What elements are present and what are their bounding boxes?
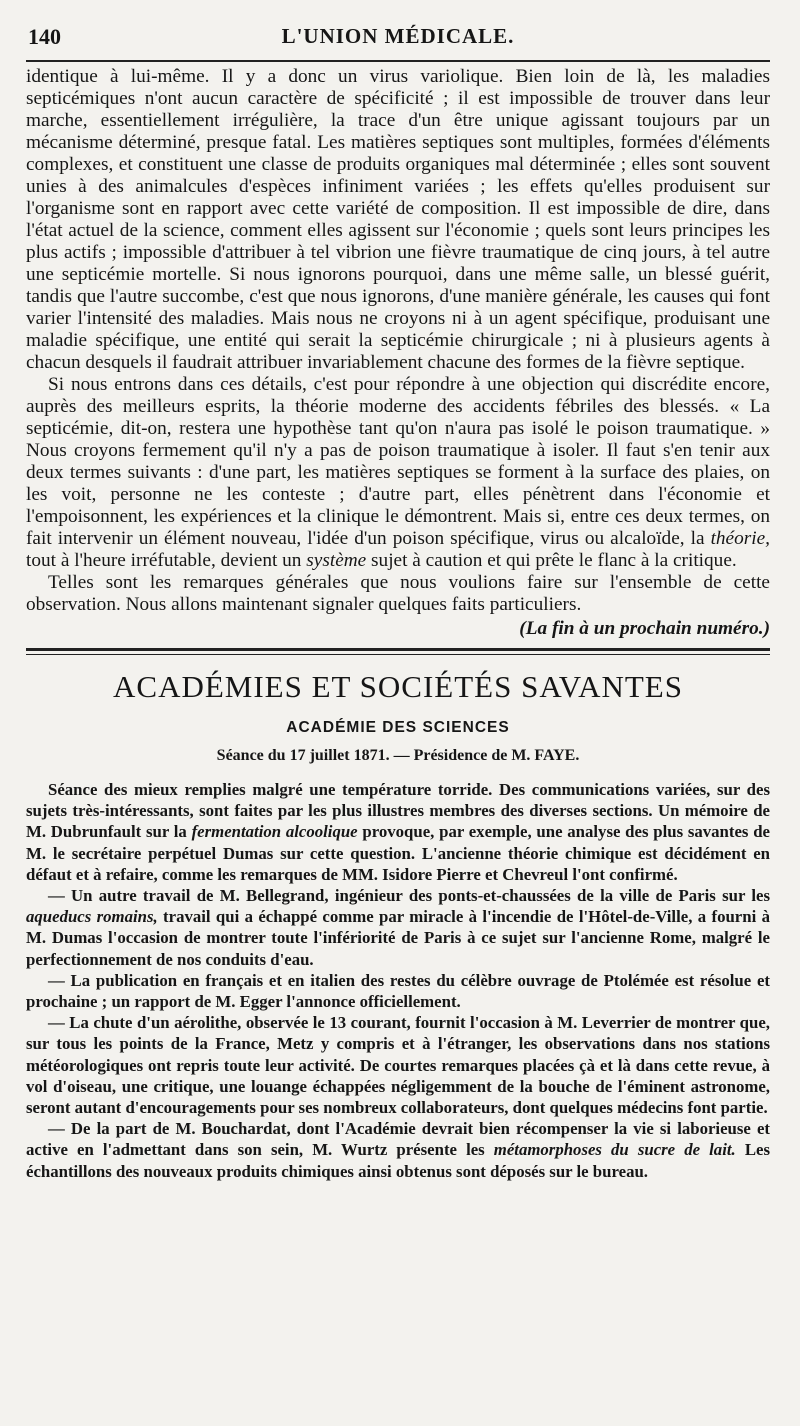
article-continuation	[26, 66, 770, 640]
section-subtitle: ACADÉMIE DES SCIENCES	[286, 719, 510, 736]
page-number: 140	[28, 24, 61, 49]
running-title: L'UNION MÉDICALE.	[281, 24, 515, 48]
section-divider	[26, 648, 770, 655]
session-line: Séance du 17 juillet 1871. — Présidence de M. FAYE.	[216, 747, 580, 764]
paragraph: Telles sont les remarques générales que nous voulions faire sur l'ensemble de cette observation. Nous allons maintenant signaler quelques faits particuliers.	[26, 572, 770, 615]
paragraph: — De la part de M. Bouchardat, dont l'Académie devrait bien récompenser la vie si laborieuse et active en l'admettant dans son sein, M. Wurtz présente les métamorphoses du sucre de lait. Les échantillons des nouveaux produits chimiques ainsi obtenus sont déposés sur le bureau.	[26, 1119, 770, 1181]
session-report	[26, 779, 770, 1182]
section-title: ACADÉMIES ET SOCIÉTÉS SAVANTES	[113, 669, 683, 704]
paragraph: — Un autre travail de M. Bellegrand, ingénieur des ponts-et-chaussées de la ville de Paris sur les aqueducs romains, travail qui a échappé comme par miracle à l'incendie de l'Hôtel-de-Ville, a fourni à M. Dumas l'occasion de montrer toute l'infériorité de Paris à ce sujet sur l'ancienne Rome, malgré le perfectionnement de nos conduits d'eau.	[26, 886, 770, 969]
paragraph: — La chute d'un aérolithe, observée le 13 courant, fournit l'occasion à M. Leverrier de montrer que, sur tous les points de la France, Metz y compris et à l'étranger, les observations dans nos stations météorologiques ont repris toute leur activité. De courtes remarques placées çà et là dans cette revue, à vol d'oiseau, une critique, une louange échappées négligemment de la bouche de l'éminent astronome, seront autant d'encouragements pour ses nombreux collaborateurs, dont quelques médecins font partie.	[26, 1013, 770, 1118]
paragraph: Si nous entrons dans ces détails, c'est pour répondre à une objection qui discrédite encore, auprès des meilleurs esprits, la théorie moderne des accidents fébriles des blessés. « La septicémie, dit-on, restera une hypothèse tant qu'on n'aura pas isolé le poison traumatique. » Nous croyons fermement qu'il n'y a pas de poison traumatique à isoler. Il faut s'en tenir aux deux termes suivants : d'une part, les matières septiques se forment à la surface des plaies, on les voit, personne ne les conteste ; d'autre part, elles pénètrent dans l'économie et l'empoisonnent, les expériences et la clinique le démontrent. Mais si, entre ces deux termes, on fait intervenir un élément nouveau, l'idée d'un poison spécifique, virus ou alcaloïde, la théorie, tout à l'heure irréfutable, devient un système sujet à caution et qui prête le flanc à la critique.	[26, 374, 770, 571]
continuation-note: (La fin à un prochain numéro.)	[519, 618, 770, 639]
header-rule	[26, 60, 770, 62]
paragraph: identique à lui-même. Il y a donc un virus variolique. Bien loin de là, les maladies septicémiques n'ont aucun caractère de spécificité ; il est impossible de trouver dans leur marche, essentiellement irrégulière, la trace d'un être unique agissant toujours par un mécanisme déterminé, presque fatal. Les matières septiques sont multiples, formées d'éléments complexes, et constituent une classe de produits organiques mal déterminée ; elles sont souvent unies à des animalcules d'espèces infiniment variées ; les effets qu'elles produisent sur l'organisme sont en rapport avec cette variété de composition. Il est impossible de dire, dans l'état actuel de la science, comment elles agissent sur l'économie ; quels sont leurs principes les plus actifs ; impossible d'attribuer à tel vibrion une fièvre traumatique de cinq jours, à tel autre une septicémie mortelle. Si nous ignorons pourquoi, dans une même salle, un blessé guérit, tandis que l'autre succombe, c'est que nous ignorons, d'une manière générale, les causes qui font varier l'intensité des maladies. Mais nous ne croyons ni à un agent spécifique, produisant une maladie spécifique, une entité qui serait la septicémie chirurgicale ; ni à plusieurs agents à chacun desquels il faudrait attribuer invariablement chacune des formes de la fièvre septique.	[26, 66, 770, 373]
paragraph: Séance des mieux remplies malgré une température torride. Des communications variées, sur des sujets très-intéressants, sont faites par les plus illustres membres des diverses sections. Un mémoire de M. Dubrunfault sur la fermentation alcoolique provoque, par exemple, une analyse des plus savantes de M. le secrétaire perpétuel Dumas sur cette question. L'ancienne théorie chimique est décidément en défaut et à refaire, comme les remarques de MM. Isidore Pierre et Chevreul l'ont confirmé.	[26, 780, 770, 884]
paragraph: — La publication en français et en italien des restes du célèbre ouvrage de Ptolémée est résolue et prochaine ; un rapport de M. Egger l'annonce officiellement.	[26, 970, 770, 1012]
page-header	[26, 22, 770, 54]
